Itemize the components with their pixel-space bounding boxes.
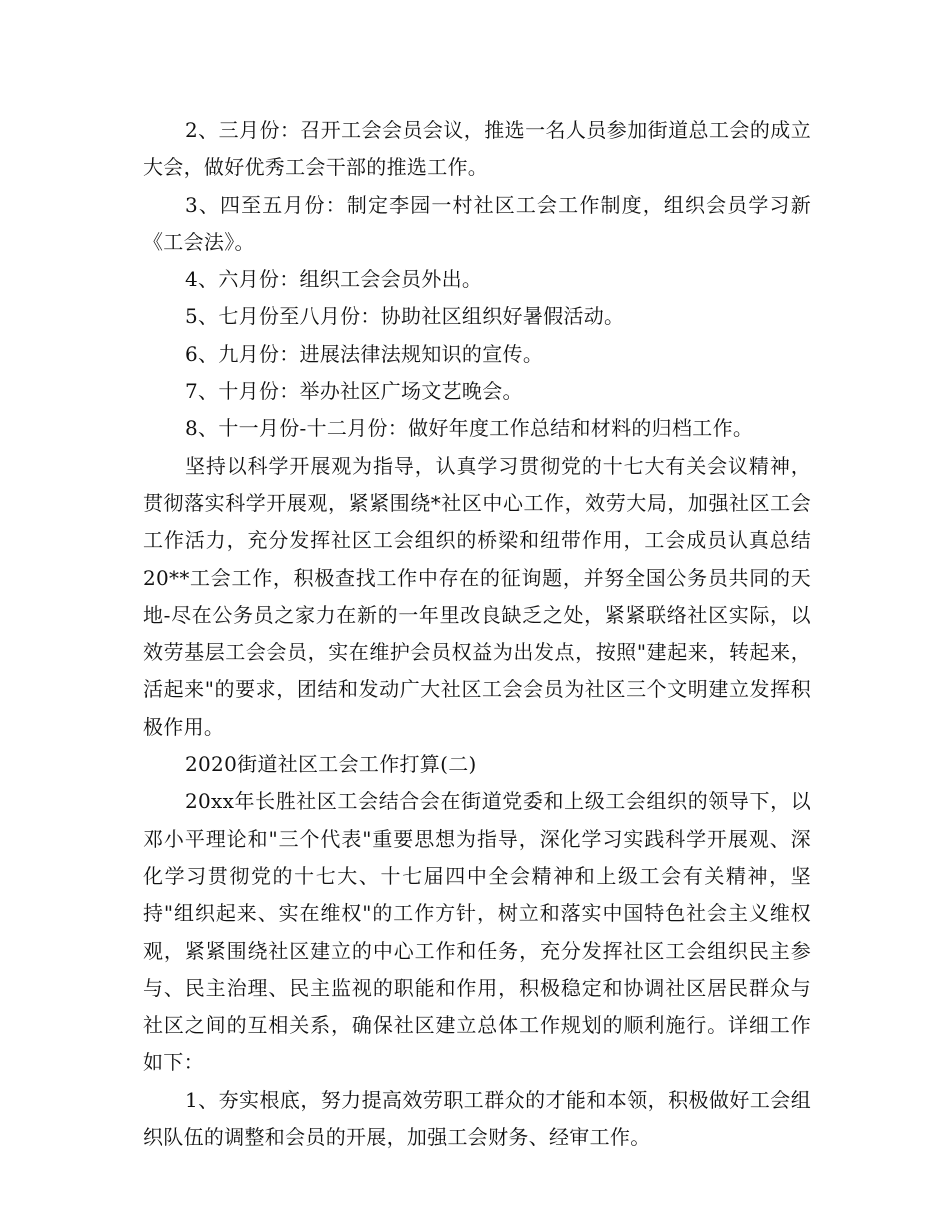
section-heading: 2020街道社区工会工作打算(二) bbox=[185, 752, 477, 777]
paragraph-item-one: 1、夯实根底，努力提高效劳职工群众的才能和本领，积极做好工会组织队伍的调整和会员的开展，加强工会财务、经审工作。 bbox=[143, 1087, 811, 1150]
paragraph-item-july-august: 5、七月份至八月份：协助社区组织好暑假活动。 bbox=[185, 304, 625, 329]
paragraph-intro: 20xx年长胜社区工会结合会在街道党委和上级工会组织的领导下，以邓小平理论和"三个代表"重要思想为指导，深化学习实践科学开展观、深化学习贯彻党的十七大、十七届四中全会精神和上级工会有关精神，坚持"组织起来、实在维权"的工作方针，树立和落实中国特色社会主义维权观，紧紧围绕社区建立的中心工作和任务，充分发挥社区工会组织民主参与、民主治理、民主监视的职能和作用，积极稳定和协调社区居民群众与社区之间的互相关系，确保社区建立总体工作规划的顺利施行。详细工作如下： bbox=[143, 789, 811, 1075]
paragraph-item-april-may: 3、四至五月份：制定李园一村社区工会工作制度，组织会员学习新《工会法》。 bbox=[143, 192, 811, 254]
paragraph-summary: 坚持以科学开展观为指导，认真学习贯彻党的十七大有关会议精神，贯彻落实科学开展观，紧紧围绕*社区中心工作，效劳大局，加强社区工会工作活力，充分发挥社区工会组织的桥梁和纽带作用，工会成员认真总结20**工会工作，积极查找工作中存在的征询题，并努全国公务员共同的天地-尽在公务员之家力在新的一年里改良缺乏之处，紧紧联络社区实际，以效劳基层工会会员，实在维护会员权益为出发点，按照"建起来，转起来，活起来"的要求，团结和发动广大社区工会会员为社区三个文明建立发挥积极作用。 bbox=[143, 453, 811, 739]
paragraph-item-september: 6、九月份：进展法律法规知识的宣传。 bbox=[185, 341, 544, 366]
paragraph-item-june: 4、六月份：组织工会会员外出。 bbox=[185, 267, 483, 292]
paragraph-item-october: 7、十月份：举办社区广场文艺晚会。 bbox=[185, 379, 523, 404]
paragraph-item-november-december: 8、十一月份-十二月份：做好年度工作总结和材料的归档工作。 bbox=[185, 416, 754, 441]
paragraph-item-march: 2、三月份：召开工会会员会议，推选一名人员参加街道总工会的成立大会，做好优秀工会干部的推选工作。 bbox=[143, 118, 811, 180]
document-body bbox=[143, 112, 811, 1156]
